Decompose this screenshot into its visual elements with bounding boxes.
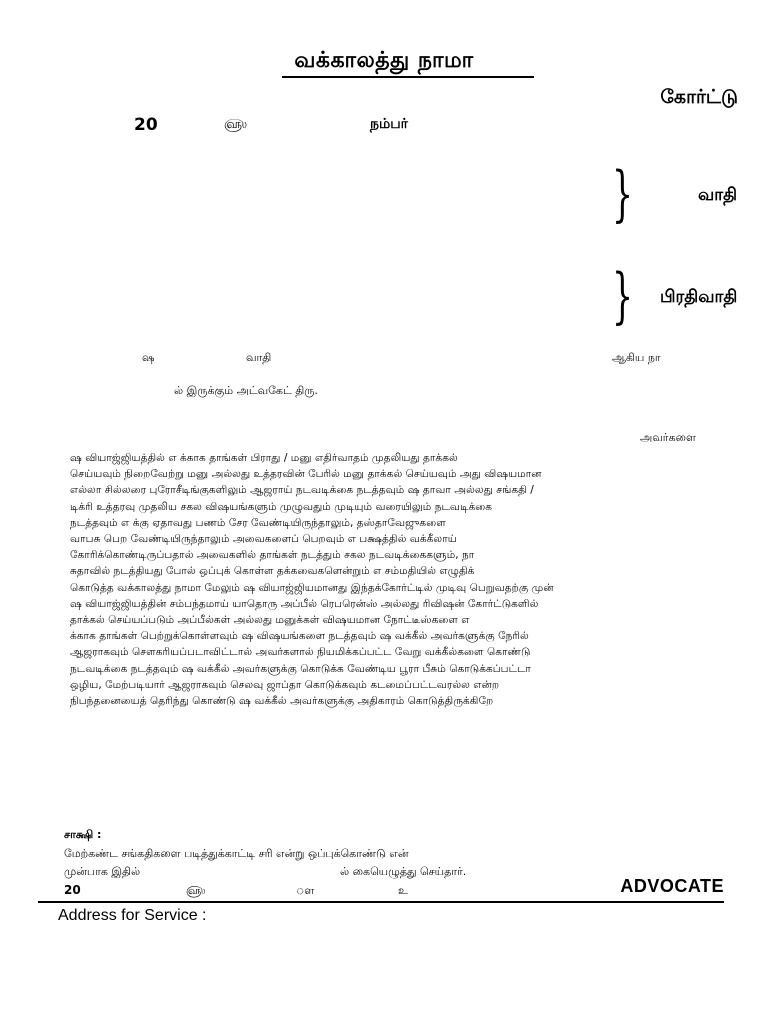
body-line: ஆஜராகவும் சௌகரியப்படாவிட்டால் அவர்களால் நியமிக்கப்பட்ட வேறு வக்கீல்களை கொண்டு xyxy=(70,646,531,659)
date-mark-year: ௵ xyxy=(186,884,206,897)
defendant-label: பிரதிவாதி xyxy=(660,287,738,307)
intro-vadhi: வாதி xyxy=(246,351,272,364)
date-mark-day: உ xyxy=(398,884,408,897)
advocate-signature-label: ADVOCATE xyxy=(620,876,724,896)
body-line: டிக்ரி உத்தரவு முதலிய சகல விஷயங்களும் முழுவதும் முடியும் வரையிலும் நடவடிக்கை xyxy=(70,500,493,513)
plaintiff-brace-icon: } xyxy=(612,159,634,229)
body-line: சுதாவில் நடத்தியது போல் ஒப்புக் கொள்ள தக்கவைகளென்றும் எ சம்மதியில் எழுதிக் xyxy=(70,565,475,578)
avargalai-label: அவர்களை xyxy=(640,431,696,444)
body-line: வாபசு பெற வேண்டியிருந்தாலும் அவைகளைப் பெறவும் எ பக்ஷத்தில் வக்கீலாய் xyxy=(70,533,457,546)
body-line: ஷ வியாஜ்ஜியத்தில் எ க்காக தாங்கள் பிராது / மனு எதிர்வாதம் முதலியது தாக்கல் xyxy=(70,452,458,464)
body-line: ஷ வியாஜ்ஜியத்தின் சம்பந்தமாய் யாதொரு அப்பீல் ரெபரென்ஸ் அல்லது ரிவிஷன் கோர்ட்டுகளில் xyxy=(70,597,539,610)
before-line: முன்பாக இதில் xyxy=(64,865,141,878)
body-line: நடத்தவும் எ க்கு ஏதாவது பணம் சேர வேண்டியிருந்தாலும், தஸ்தாவேஜுகளை xyxy=(70,516,446,529)
divider xyxy=(38,901,724,903)
body-line: ஒழிய, மேற்படியார் ஆஜராகவும் செலவு ஜாப்தா கொடுக்கவும் கடமைப்பட்டவரல்ல என்ற xyxy=(70,678,500,691)
advocate-name-line: ல் இருக்கும் அட்வகேட் திரு. xyxy=(174,384,318,397)
title-underline xyxy=(282,76,534,78)
body-line: க்காக தாங்கள் பெற்றுக்கொள்ளவும் ஷ விஷயங்களை நடத்தவும் ஷ வக்கீல் அவர்களுக்கு நேரில் xyxy=(70,630,529,643)
authorization-paragraph xyxy=(70,450,700,709)
date-mark-month: ௗ xyxy=(296,884,315,897)
witness-label: சாக்ஷி : xyxy=(64,828,102,841)
body-line: கோரிக்கொண்டிருப்பதால் அவைகளில் தாங்கள் நடத்தும் சகல நடவடிக்கைகளும், நா xyxy=(70,549,475,562)
court-label: கோர்ட்டு xyxy=(660,86,738,108)
signature-line: ல் கையெழுத்து செய்தார். xyxy=(340,865,467,878)
body-line: நடவடிக்கை நடத்தவும் ஷ வக்கீல் அவர்களுக்கு கொடுக்க வேண்டிய பூரா பீசும் கொடுக்கப்பட்டா xyxy=(70,662,531,675)
body-line: தாக்கல் செய்யப்படும் அப்பீல்கள் அல்லது மனுக்கள் விஷயமான நோட்டீஸ்களை எ xyxy=(70,614,470,627)
plaintiff-label: வாதி xyxy=(698,185,738,205)
body-line: செய்யவும் நிறைவேற்று மனு அல்லது உத்தரவின் பேரில் மனு தாக்கல் செய்யவும் அது விஷயமான xyxy=(70,468,542,481)
intro-sri: ஷ xyxy=(142,351,155,364)
body-line: எல்லா சில்லரை புரோசீடிங்குகளிலும் ஆஜராய் நடவடிக்கை நடத்தவும் ஷ தாவா அல்லது சங்கதி / xyxy=(70,484,534,497)
year-prefix: 20 xyxy=(134,115,158,135)
body-line: கொடுத்த வக்காலத்து நாமா மேலும் ஷ வியாஜ்ஜியமானது இந்தக்கோர்ட்டில் முடிவு பெறுவதற்கு முன் xyxy=(70,581,554,594)
defendant-brace-icon: } xyxy=(612,261,634,331)
form-title: வக்காலத்து நாமா xyxy=(294,48,474,73)
agreement-line: மேற்கண்ட சங்கதிகளை படித்துக்காட்டி சரி என்று ஒப்புக்கொண்டு என் xyxy=(64,847,409,860)
date-year-prefix: 20 xyxy=(64,883,81,897)
number-label: நம்பர் xyxy=(370,116,408,132)
address-for-service-label: Address for Service : xyxy=(58,907,207,924)
body-line: நிபந்தனையைத் தெரிந்து கொண்டு ஷ வக்கீல் அவர்களுக்கு அதிகாரம் கொடுத்திருக்கிறே xyxy=(70,695,494,708)
year-suffix: ௵ xyxy=(224,117,247,132)
intro-agiya: ஆகிய நா xyxy=(612,351,661,364)
